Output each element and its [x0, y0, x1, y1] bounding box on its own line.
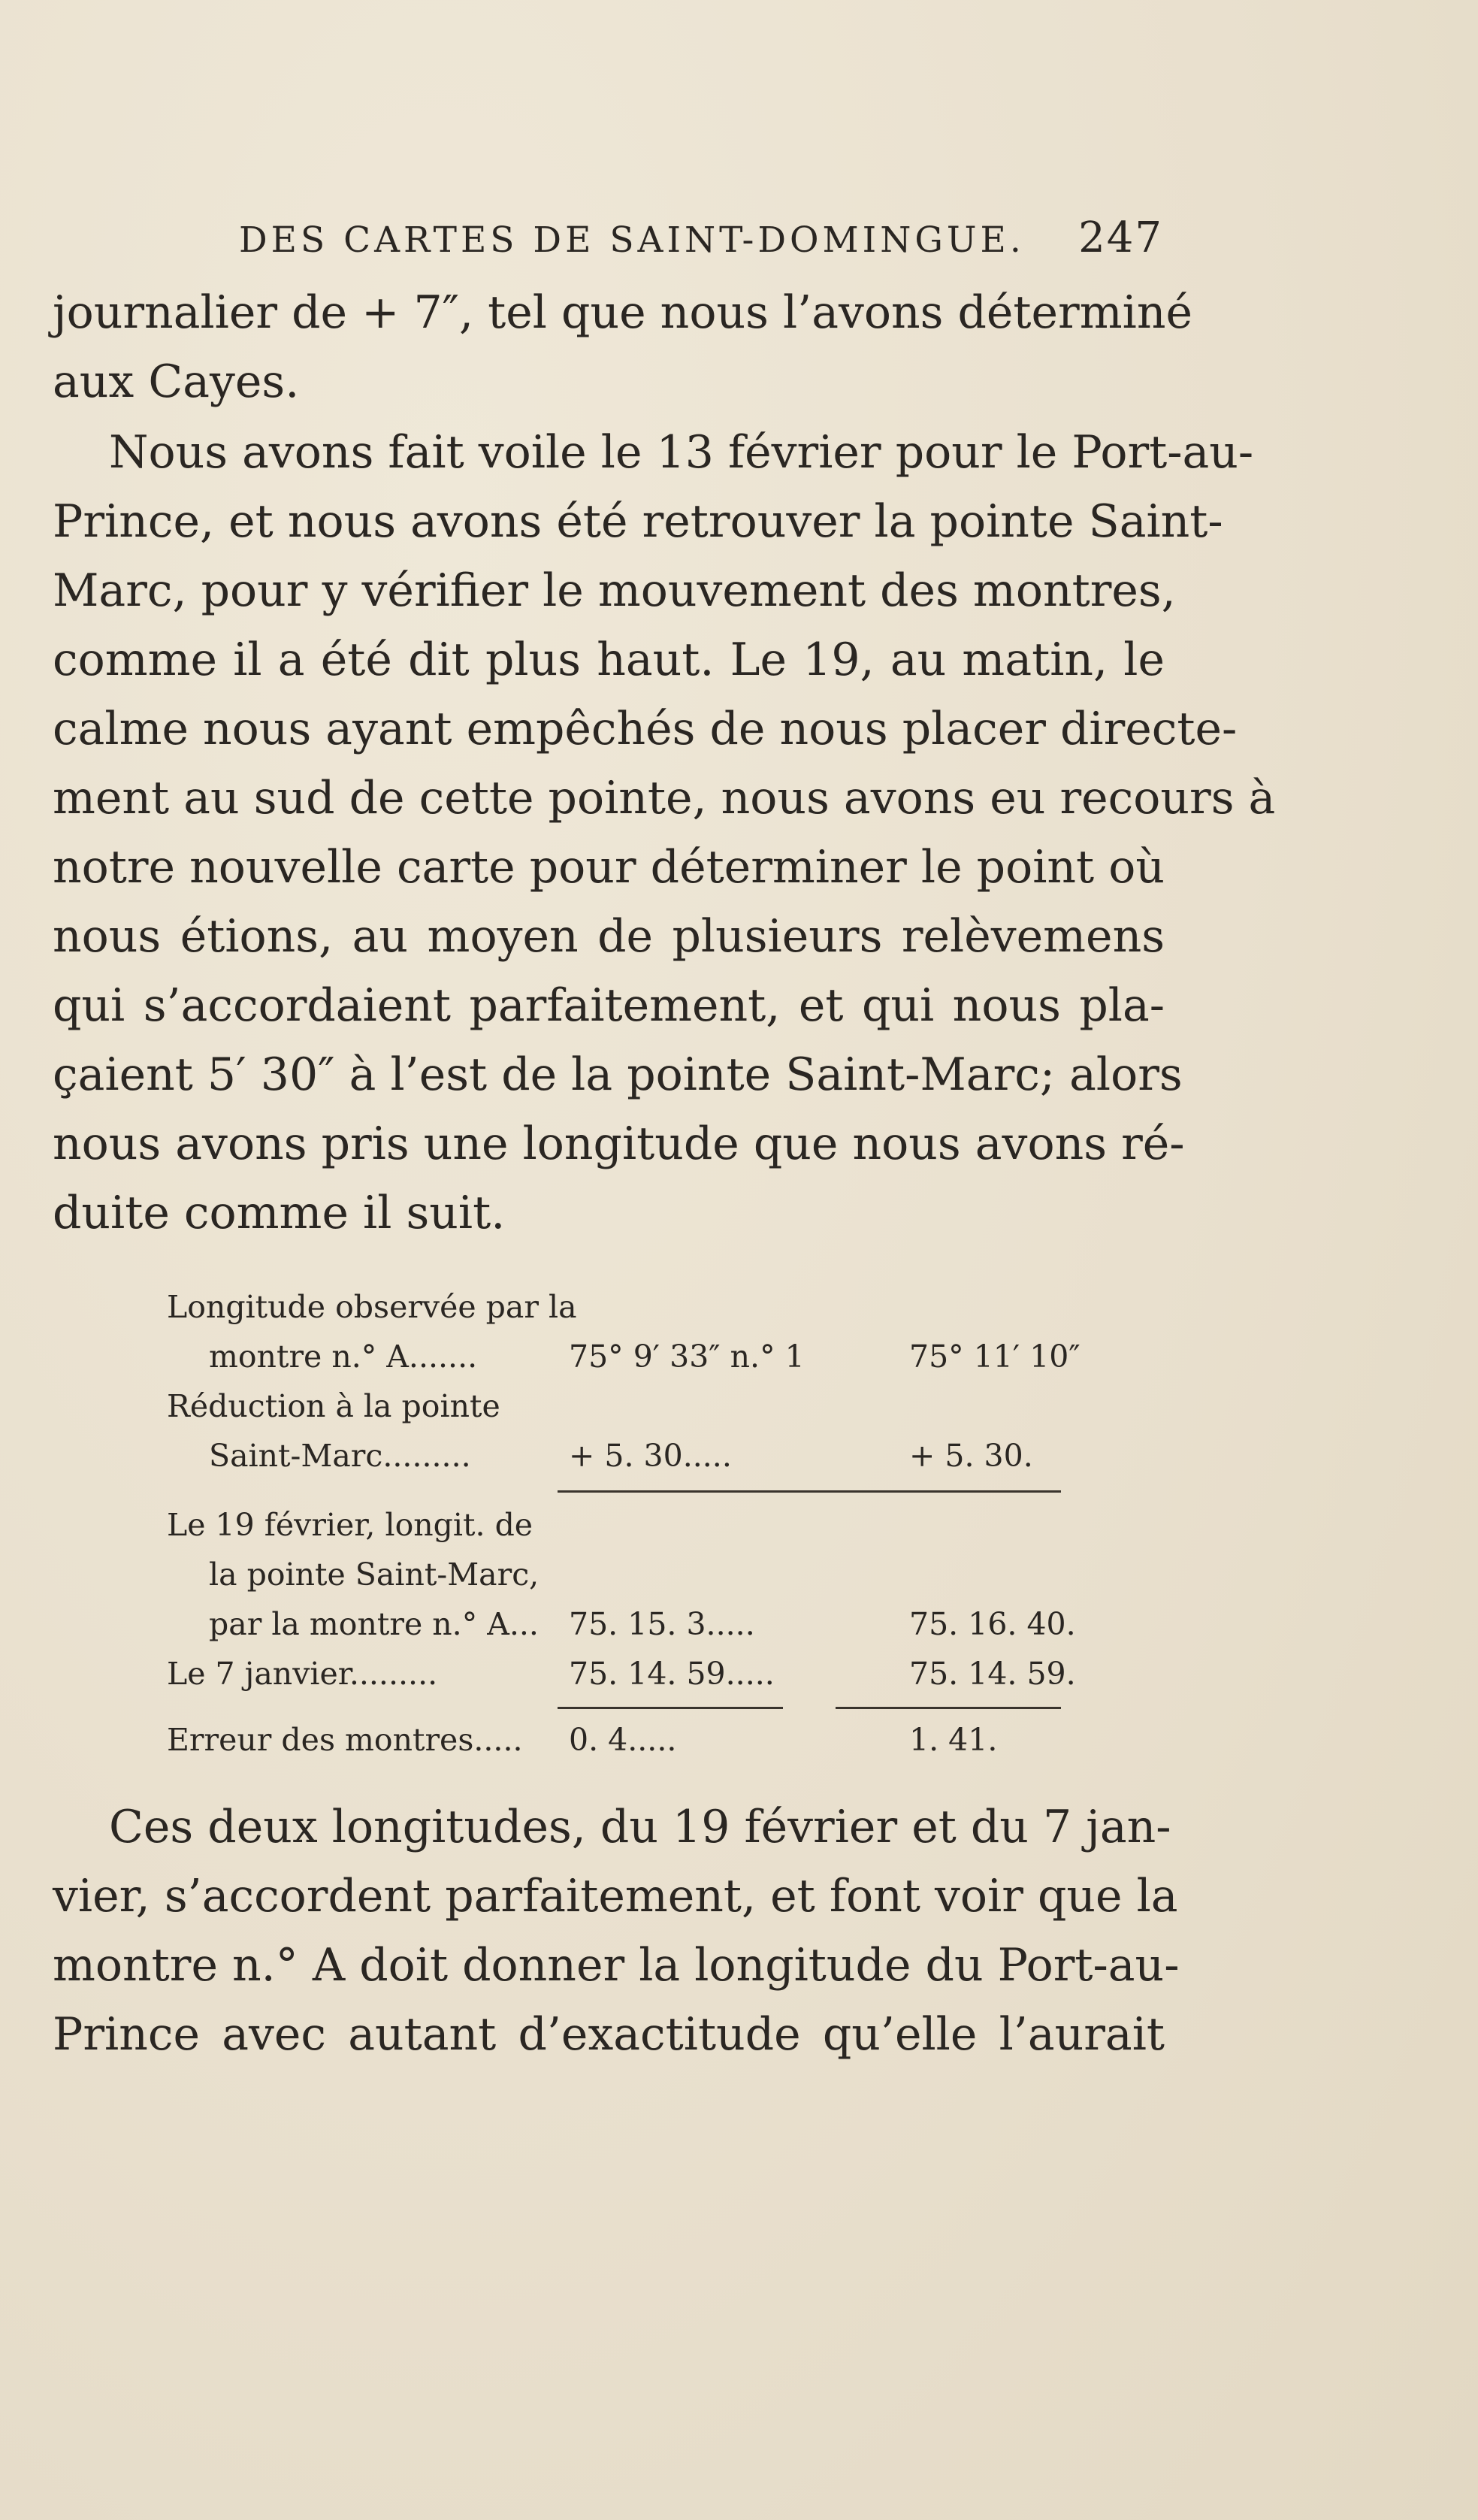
text-line: nous avons pris une longitude que nous avons ré- — [53, 1118, 1185, 1170]
value-cell: 1. 41. — [909, 1722, 998, 1758]
text-line: montre n.° A doit donner la longitude du Port-au- — [53, 1939, 1180, 1992]
table-row — [167, 1289, 1068, 1327]
table-row — [167, 1656, 1076, 1693]
paragraph-continuation — [53, 278, 1192, 416]
column-divider-line — [836, 1490, 1061, 1493]
value-cell: 75. 16. 40. — [909, 1606, 1076, 1642]
text-line: Nous avons fait voile le 13 février pour le Port-au- — [109, 426, 1254, 479]
table-row — [167, 1388, 1068, 1426]
value-cell: 75° 9′ 33″ n.° 1 — [569, 1339, 805, 1375]
value-cell: 75° 11′ 10″ — [909, 1339, 1081, 1375]
text-line: Prince, et nous avons été retrouver la pointe Saint- — [53, 495, 1223, 548]
text-line: calme nous ayant empêchés de nous placer directe- — [53, 703, 1238, 755]
text-line: aux Cayes. — [53, 355, 300, 408]
value-cell: 75. 14. 59..... — [569, 1656, 775, 1692]
table-row — [167, 1722, 1068, 1759]
row-label: montre n.° A....... — [209, 1339, 478, 1375]
text-line: Prince avec autant d’exactitude qu’elle l’aurait — [53, 2008, 1165, 2061]
table-row — [167, 1556, 1068, 1594]
column-divider-line — [558, 1707, 783, 1709]
row-label: Le 7 janvier......... — [167, 1656, 438, 1692]
row-label: Longitude observée par la — [167, 1289, 577, 1325]
value-cell: 0. 4..... — [569, 1722, 677, 1758]
page-number: 247 — [1078, 213, 1163, 262]
table-row — [167, 1438, 1068, 1475]
value-cell: + 5. 30..... — [569, 1438, 732, 1474]
running-head-title: DES CARTES DE SAINT-DOMINGUE. — [239, 219, 1025, 261]
row-label: Saint-Marc......... — [209, 1438, 471, 1474]
text-line: vier, s’accordent parfaitement, et font voir que la — [53, 1870, 1178, 1923]
column-divider-line — [836, 1707, 1061, 1709]
row-label: par la montre n.° A... — [209, 1606, 539, 1642]
row-label: Le 19 février, longit. de — [167, 1507, 533, 1543]
text-line: nous étions, au moyen de plusieurs relèvemens — [53, 910, 1165, 963]
text-line: Marc, pour y vérifier le mouvement des montres, — [53, 564, 1176, 617]
table-row — [167, 1507, 1068, 1544]
value-cell: 75. 14. 59. — [909, 1656, 1076, 1692]
text-line: comme il a été dit plus haut. Le 19, au matin, le — [53, 634, 1165, 686]
table-row — [167, 1606, 1076, 1644]
text-line: journalier de + 7″, tel que nous l’avons déterminé — [53, 286, 1192, 339]
text-line: qui s’accordaient parfaitement, et qui nous pla- — [53, 979, 1165, 1032]
row-label: Réduction à la pointe — [167, 1388, 500, 1424]
value-cell: + 5. 30. — [909, 1438, 1033, 1474]
paragraph-voyage — [53, 418, 1276, 1248]
row-label: Erreur des montres..... — [167, 1722, 523, 1758]
text-line: notre nouvelle carte pour déterminer le point où — [53, 841, 1165, 894]
text-line: çaient 5′ 30″ à l’est de la pointe Saint-Marc; alors — [53, 1048, 1183, 1101]
text-line: ment au sud de cette pointe, nous avons eu recours à — [53, 772, 1276, 824]
running-head — [239, 213, 1163, 265]
value-cell: 75. 15. 3..... — [569, 1606, 755, 1642]
text-line: duite comme il suit. — [53, 1187, 506, 1239]
table-row — [167, 1339, 1081, 1376]
text-line: Ces deux longitudes, du 19 février et du 7 jan- — [109, 1801, 1171, 1853]
paragraph-conclusion — [53, 1792, 1180, 2069]
row-label: la pointe Saint-Marc, — [209, 1556, 540, 1593]
